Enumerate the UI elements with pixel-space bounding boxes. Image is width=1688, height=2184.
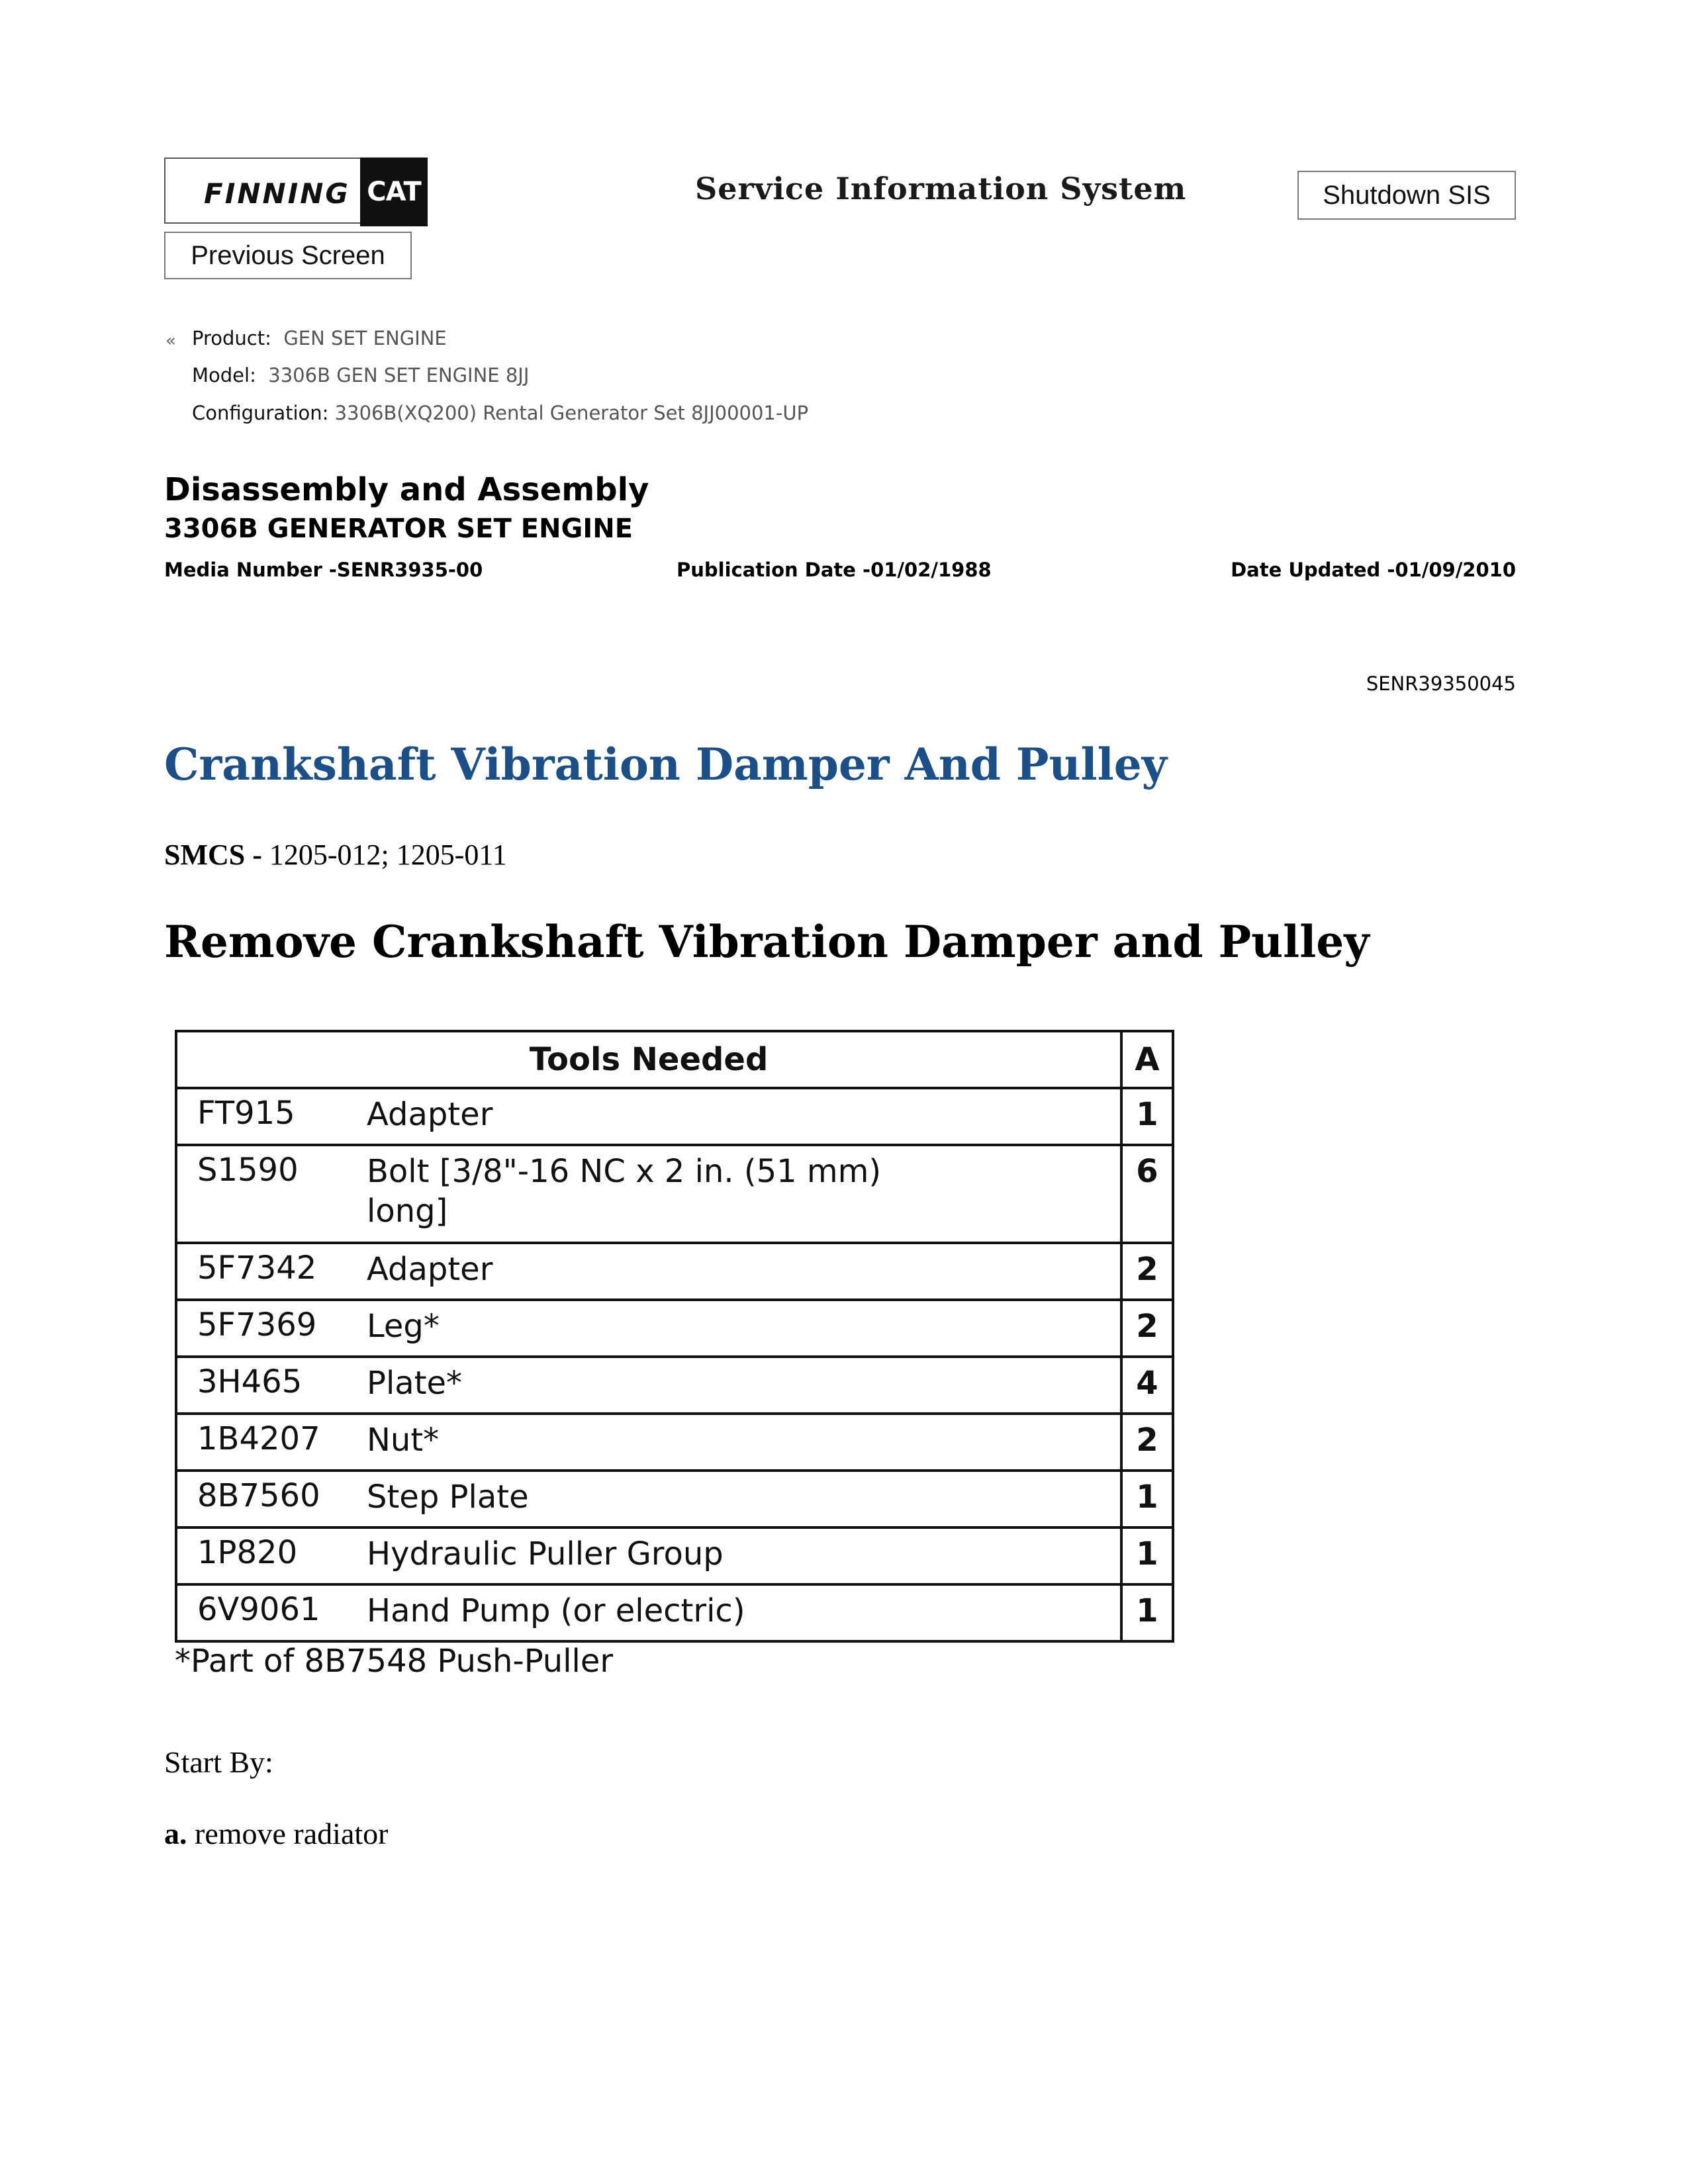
- step-a-text: remove radiator: [187, 1817, 389, 1850]
- table-row: [176, 1145, 1173, 1243]
- part-quantity: 4: [1121, 1357, 1173, 1414]
- part-number: 1B4207: [197, 1420, 320, 1457]
- part-quantity: 6: [1121, 1145, 1173, 1243]
- part-description: Step Plate: [367, 1479, 529, 1516]
- table-row: [176, 1357, 1173, 1414]
- logo-mark: CAT: [367, 177, 421, 207]
- configuration-row: [192, 402, 808, 424]
- previous-screen-button[interactable]: Previous Screen: [164, 232, 412, 279]
- finning-cat-logo: [164, 158, 428, 224]
- table-row: [176, 1243, 1173, 1300]
- cat-logo-icon: [360, 158, 428, 226]
- part-number: S1590: [197, 1152, 299, 1189]
- part-description: Plate*: [367, 1365, 463, 1402]
- step-a-label: a.: [164, 1817, 187, 1850]
- model-value: 3306B GEN SET ENGINE 8JJ: [268, 364, 530, 387]
- smcs-line: [164, 838, 507, 872]
- part-number: 8B7560: [197, 1477, 320, 1514]
- back-arrow-icon[interactable]: «: [165, 331, 176, 351]
- tools-needed-table: [175, 1030, 1174, 1643]
- part-number: 5F7369: [197, 1306, 317, 1343]
- part-description: Hand Pump (or electric): [367, 1592, 745, 1629]
- smcs-value: 1205-012; 1205-011: [261, 839, 507, 871]
- part-number: 6V9061: [197, 1591, 320, 1628]
- part-quantity: 1: [1121, 1527, 1173, 1584]
- table-row: [176, 1414, 1173, 1471]
- part-description: Adapter: [367, 1096, 493, 1133]
- part-quantity: 1: [1121, 1471, 1173, 1527]
- part-quantity: 1: [1121, 1088, 1173, 1145]
- section-title: Disassembly and Assembly: [164, 471, 649, 508]
- shutdown-sis-button[interactable]: Shutdown SIS: [1297, 171, 1516, 220]
- product-row: [192, 327, 447, 349]
- part-number: 5F7342: [197, 1250, 317, 1287]
- step-a: [164, 1816, 388, 1851]
- part-quantity: 1: [1121, 1584, 1173, 1641]
- table-row: [176, 1088, 1173, 1145]
- column-a-header: A: [1121, 1031, 1173, 1088]
- start-by-label: Start By:: [164, 1745, 273, 1779]
- part-description: Leg*: [367, 1308, 440, 1345]
- part-number: 3H465: [197, 1363, 303, 1400]
- table-row: [176, 1471, 1173, 1527]
- part-number: 1P820: [197, 1534, 298, 1571]
- part-description: Bolt [3/8"-16 NC x 2 in. (51 mm) long]: [367, 1153, 882, 1230]
- part-number: FT915: [197, 1095, 295, 1132]
- date-updated: Date Updated -01/09/2010: [1231, 559, 1516, 581]
- document-code: SENR39350045: [1366, 672, 1516, 695]
- model-row: [192, 364, 529, 387]
- configuration-value: 3306B(XQ200) Rental Generator Set 8JJ00001-UP: [334, 402, 809, 424]
- product-label: Product:: [192, 327, 271, 349]
- section-subtitle: 3306B GENERATOR SET ENGINE: [164, 514, 633, 544]
- product-value: GEN SET ENGINE: [283, 327, 447, 349]
- app-title: Service Information System: [695, 171, 1187, 206]
- part-quantity: 2: [1121, 1414, 1173, 1471]
- part-quantity: 2: [1121, 1300, 1173, 1357]
- tools-needed-header: Tools Needed: [176, 1031, 1121, 1088]
- publication-date: Publication Date -01/02/1988: [677, 559, 992, 581]
- part-description: Adapter: [367, 1251, 493, 1288]
- document-title: Crankshaft Vibration Damper And Pulley: [164, 739, 1168, 790]
- table-footnote: *Part of 8B7548 Push-Puller: [175, 1643, 614, 1680]
- smcs-label: SMCS -: [164, 839, 262, 871]
- model-label: Model:: [192, 364, 256, 387]
- table-row: [176, 1300, 1173, 1357]
- part-quantity: 2: [1121, 1243, 1173, 1300]
- part-description: Nut*: [367, 1422, 440, 1459]
- table-row: [176, 1584, 1173, 1641]
- logo-text: FINNING: [204, 177, 350, 210]
- table-row: [176, 1527, 1173, 1584]
- media-number: Media Number -SENR3935-00: [164, 559, 483, 581]
- configuration-label: Configuration:: [192, 402, 329, 424]
- procedure-title: Remove Crankshaft Vibration Damper and Pulley: [164, 916, 1370, 968]
- part-description: Hydraulic Puller Group: [367, 1535, 724, 1572]
